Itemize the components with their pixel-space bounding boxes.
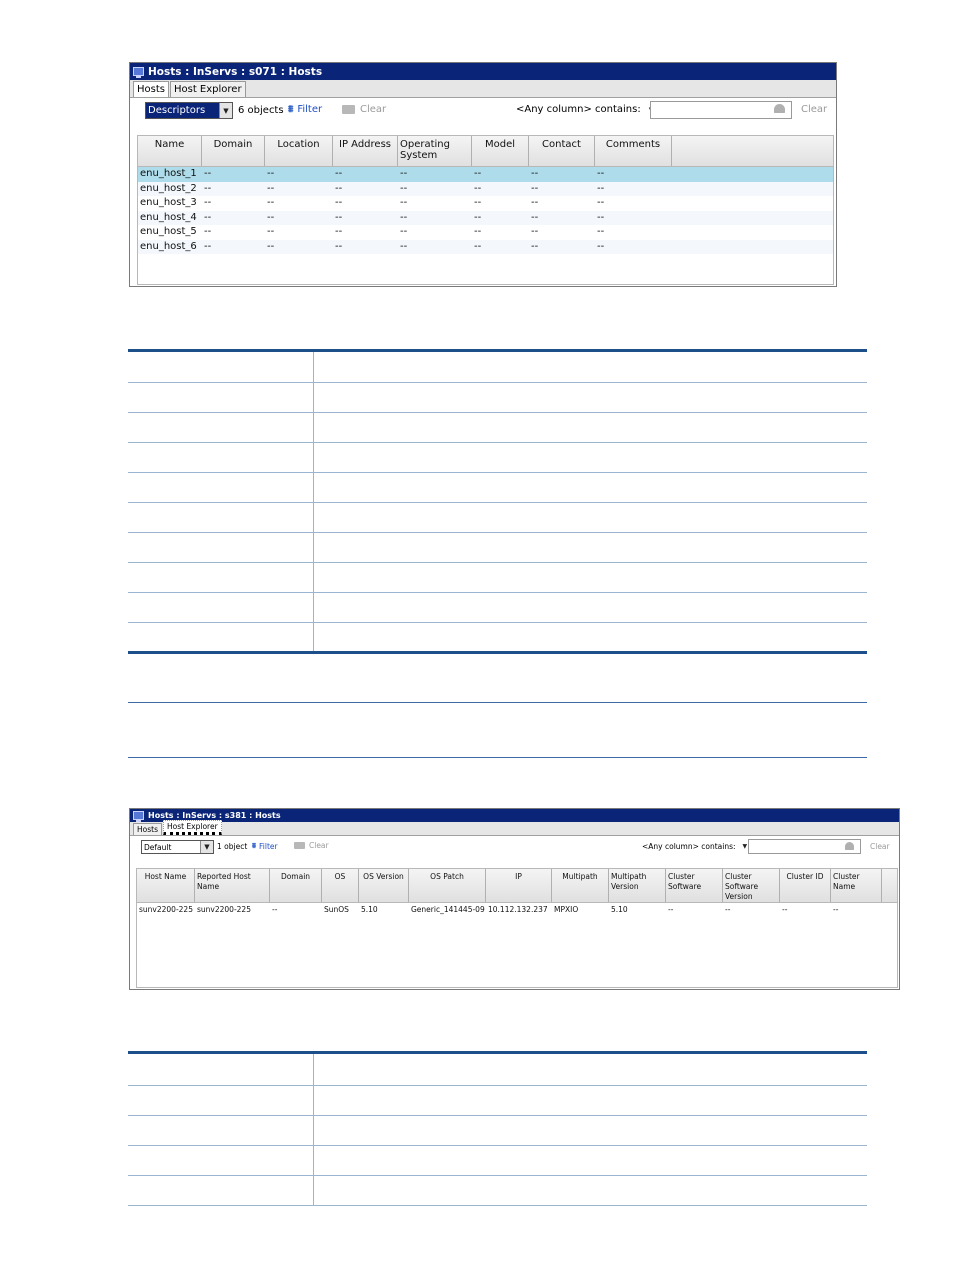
- host-window-icon: [133, 811, 144, 820]
- table-cell: --: [597, 226, 605, 237]
- table-cell: --: [474, 211, 482, 223]
- column-header-ip-address[interactable]: IP Address: [333, 136, 398, 166]
- clear-filter-button[interactable]: [294, 841, 329, 850]
- table-row[interactable]: [137, 903, 897, 917]
- column-header-os-patch[interactable]: OS Patch: [409, 869, 486, 902]
- table-cell: --: [782, 905, 788, 914]
- table-cell: --: [335, 197, 343, 208]
- table-cell: --: [531, 226, 539, 237]
- table-cell: --: [474, 168, 482, 179]
- window-title: Hosts : InServs : s381 : Hosts: [148, 811, 281, 820]
- note-rule-top: [128, 702, 867, 703]
- table-cell: --: [531, 240, 539, 252]
- column-header-reported-host-name[interactable]: Reported Host Name: [195, 869, 270, 902]
- table-row[interactable]: [138, 211, 833, 226]
- table-cell: --: [400, 240, 408, 252]
- filter-label: Filter: [297, 104, 323, 115]
- tab-hosts[interactable]: Hosts: [133, 81, 169, 97]
- table-cell: MPXIO: [554, 905, 579, 914]
- table-row[interactable]: [138, 182, 833, 197]
- table-cell: Generic_141445-09: [411, 905, 485, 914]
- column-header-domain[interactable]: Domain: [202, 136, 265, 166]
- toolbar: [130, 836, 899, 858]
- table-row: [128, 1146, 867, 1176]
- column-header-host-name[interactable]: Host Name: [137, 869, 195, 902]
- tab-host-explorer[interactable]: Host Explorer: [163, 820, 222, 835]
- table-cell: SunOS: [324, 905, 349, 914]
- table-header-row: [128, 1053, 867, 1086]
- eraser-icon: [294, 842, 305, 849]
- table-cell: --: [204, 197, 212, 208]
- search-icon: [845, 842, 854, 850]
- tab-host-explorer[interactable]: Host Explorer: [170, 81, 246, 97]
- table-cell: --: [267, 226, 275, 237]
- column-header-multipath-version[interactable]: Multipath Version: [609, 869, 666, 902]
- table-cell: --: [204, 226, 212, 237]
- table-cell: --: [204, 240, 212, 252]
- object-count: 6 objects: [238, 105, 284, 116]
- filter-button[interactable]: [252, 841, 278, 851]
- search-input[interactable]: [748, 839, 861, 854]
- table-cell: 5.10: [611, 905, 628, 914]
- table-cell: --: [204, 168, 212, 179]
- table-cell: --: [335, 240, 343, 252]
- table-cell: --: [597, 240, 605, 252]
- clear-filter-label: Clear: [360, 104, 387, 115]
- filter-button[interactable]: [288, 104, 322, 115]
- column-header-contact[interactable]: Contact: [529, 136, 595, 166]
- host-explorer-table: [136, 868, 898, 988]
- table-cell: --: [335, 182, 343, 194]
- table-cell: --: [474, 240, 482, 252]
- table-cell: --: [400, 197, 408, 208]
- column-header-multipath[interactable]: Multipath: [552, 869, 609, 902]
- table-cell: 10.112.132.237: [488, 905, 548, 914]
- column-header-location[interactable]: Location: [265, 136, 333, 166]
- column-header-cluster-software[interactable]: Cluster Software: [666, 869, 723, 902]
- table-cell: --: [267, 168, 275, 179]
- table-cell: --: [597, 197, 605, 208]
- table-cell: --: [531, 168, 539, 179]
- table-cell: --: [725, 905, 731, 914]
- view-select[interactable]: [141, 840, 214, 854]
- column-header-cluster-id[interactable]: Cluster ID: [780, 869, 831, 902]
- table-cell: sunv2200-225: [197, 905, 251, 914]
- table-row: [128, 1176, 867, 1206]
- hosts-window: [129, 62, 837, 287]
- table-row: [128, 383, 867, 413]
- table-row: [128, 413, 867, 443]
- table-cell: --: [531, 197, 539, 208]
- table-row[interactable]: [138, 240, 833, 255]
- table-row[interactable]: [138, 167, 833, 182]
- table-cell: --: [531, 182, 539, 194]
- table-cell: --: [272, 905, 278, 914]
- window-title-bar: [130, 809, 899, 822]
- table-cell: sunv2200-225: [139, 905, 193, 914]
- table-row: [128, 593, 867, 623]
- table-row: [128, 1116, 867, 1146]
- column-header-comments[interactable]: Comments: [595, 136, 672, 166]
- search-icon: [774, 104, 785, 113]
- table-row: [128, 563, 867, 593]
- column-header-cluster-software-version[interactable]: Cluster Software Version: [723, 869, 780, 902]
- description-table-2: [128, 1051, 867, 1206]
- column-header-os[interactable]: OS: [322, 869, 359, 902]
- table-cell: --: [335, 168, 343, 179]
- table-cell: --: [597, 211, 605, 223]
- note-rule-bottom: [128, 757, 867, 758]
- table-body: [138, 167, 833, 254]
- tab-bar: [130, 80, 836, 98]
- table-header: [137, 869, 897, 903]
- clear-filter-label: Clear: [309, 841, 329, 850]
- column-header-operating-system[interactable]: Operating System: [398, 136, 472, 166]
- table-cell: --: [267, 211, 275, 223]
- column-filter-dropdown[interactable]: [642, 842, 747, 851]
- table-cell: enu_host_4: [140, 211, 197, 223]
- table-cell: --: [204, 182, 212, 194]
- host-window-icon: [133, 67, 144, 76]
- tab-bar: [130, 822, 899, 836]
- column-header-domain[interactable]: Domain: [270, 869, 322, 902]
- table-row: [128, 443, 867, 473]
- table-cell: --: [335, 211, 343, 223]
- table-cell: --: [400, 182, 408, 194]
- column-filter-label: <Any column> contains:: [642, 842, 736, 851]
- toolbar: [130, 98, 836, 124]
- table-row: [128, 533, 867, 563]
- chevron-down-icon: ▼: [200, 841, 213, 853]
- column-header-os-version[interactable]: OS Version: [359, 869, 409, 902]
- column-filter-dropdown[interactable]: [516, 104, 654, 115]
- table-cell: enu_host_5: [140, 226, 197, 237]
- description-table-1: [128, 349, 867, 654]
- tab-hosts[interactable]: Hosts: [133, 823, 162, 835]
- chevron-down-icon: ▼: [742, 843, 748, 850]
- table-cell: --: [267, 182, 275, 194]
- table-cell: --: [668, 905, 674, 914]
- column-header-ip[interactable]: IP: [486, 869, 552, 902]
- table-cell: --: [267, 240, 275, 252]
- table-row[interactable]: [138, 225, 833, 240]
- table-cell: --: [531, 211, 539, 223]
- table-cell: --: [335, 226, 343, 237]
- table-cell: --: [474, 182, 482, 194]
- table-header: [138, 136, 833, 167]
- table-header-row: [128, 351, 867, 383]
- table-cell: enu_host_6: [140, 240, 197, 252]
- table-cell: --: [267, 197, 275, 208]
- column-header-name[interactable]: Name: [138, 136, 202, 166]
- eraser-icon: [342, 105, 355, 114]
- column-filter-label: <Any column> contains:: [516, 104, 641, 115]
- object-count: 1 object: [217, 842, 248, 851]
- table-row[interactable]: [138, 196, 833, 211]
- table-cell: --: [474, 197, 482, 208]
- table-row: [128, 1086, 867, 1116]
- table-cell: --: [400, 168, 408, 179]
- table-row: [128, 473, 867, 503]
- table-cell: --: [400, 226, 408, 237]
- search-clear-button[interactable]: Clear: [870, 842, 890, 851]
- filter-icon: ⩩: [288, 104, 294, 115]
- table-cell: --: [833, 905, 839, 914]
- chevron-down-icon: ▼: [219, 103, 232, 118]
- column-header-cluster-name[interactable]: Cluster Name: [831, 869, 882, 902]
- filter-label: Filter: [259, 841, 278, 851]
- clear-filter-button[interactable]: [342, 104, 386, 115]
- host-explorer-window: [129, 808, 900, 990]
- window-title-bar: [130, 63, 836, 80]
- table-row: [128, 623, 867, 653]
- table-cell: --: [204, 211, 212, 223]
- table-body: [137, 903, 897, 917]
- table-cell: --: [400, 211, 408, 223]
- table-cell: enu_host_3: [140, 197, 197, 208]
- search-clear-button[interactable]: Clear: [801, 104, 828, 115]
- search-input[interactable]: [650, 101, 792, 119]
- table-row: [128, 503, 867, 533]
- view-select-value: Descriptors: [148, 105, 206, 116]
- table-cell: enu_host_2: [140, 182, 197, 194]
- table-cell: --: [474, 226, 482, 237]
- column-header-model[interactable]: Model: [472, 136, 529, 166]
- table-cell: enu_host_1: [140, 168, 197, 179]
- table-cell: --: [597, 168, 605, 179]
- window-title: Hosts : InServs : s071 : Hosts: [148, 65, 323, 78]
- hosts-table: [137, 135, 834, 285]
- filter-icon: ⩩: [252, 841, 257, 850]
- view-select[interactable]: [145, 102, 233, 119]
- view-select-value: Default: [144, 842, 172, 852]
- table-cell: --: [597, 182, 605, 194]
- table-cell: 5.10: [361, 905, 378, 914]
